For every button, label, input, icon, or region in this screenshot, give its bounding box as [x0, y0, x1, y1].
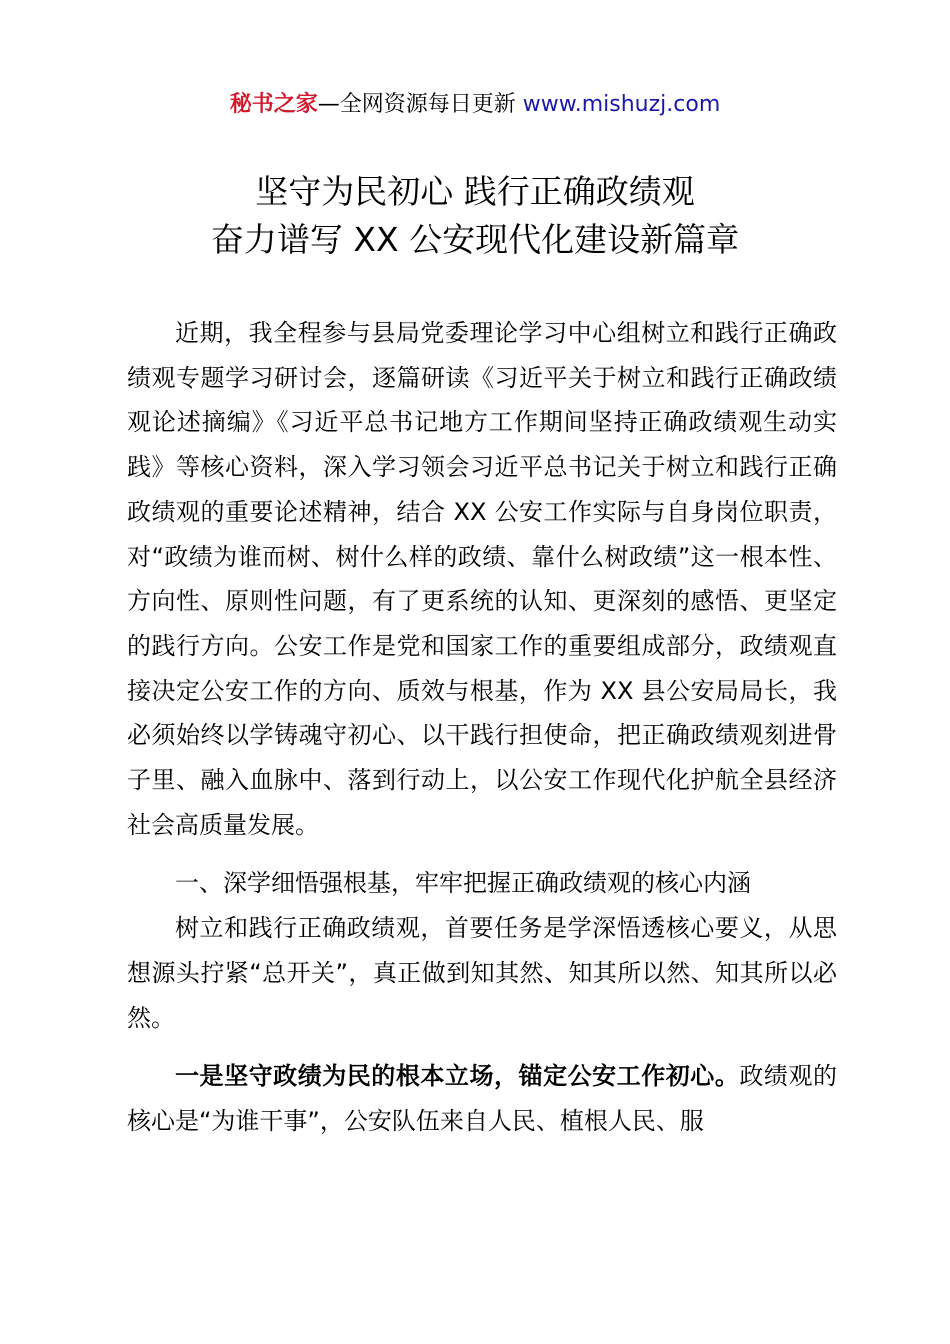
intro-paragraph: 近期，我全程参与县局党委理论学习中心组树立和践行正确政绩观专题学习研讨会，逐篇研读《习近平关于树立和践行正确政绩观论述摘编》《习近平总书记地方工作期间坚持正确政绩观生动实践》等核心资料，深入学习领会习近平总书记关于树立和践行正确政绩观的重要论述精神，结合 XX 公安工作实际与自身岗位职责，对“政绩为谁而树、树什么样的政绩、靠什么树政绩”这一根本性、方向性、原则性问题，有了更系统的认知、更深刻的感悟、更坚定的践行方向。公安工作是党和国家工作的重要组成部分，政绩观直接决定公安工作的方向、质效与根基，作为 XX 县公安局局长，我必须始终以学铸魂守初心、以干践行担使命，把正确政绩观刻进骨子里、融入血脉中、落到行动上，以公安工作现代化护航全县经济社会高质量发展。: [127, 319, 837, 839]
document-title: [0, 168, 950, 264]
header-tagline: —全网资源每日更新: [317, 92, 516, 117]
point-1-bold-lead: 一是坚守政绩为民的根本立场，锚定公安工作初心。: [175, 1062, 740, 1091]
title-line-1: 坚守为民初心 践行正确政绩观: [255, 172, 695, 211]
section-1-heading: 一、深学细悟强根基，牢牢把握正确政绩观的核心内涵: [175, 869, 751, 898]
point-1-text: 政绩观的核心是“为谁干事”，公安队伍来自人民、植根人民、服: [127, 1062, 838, 1135]
site-url-link[interactable]: www.mishuzj.com: [522, 92, 721, 117]
document-body: [127, 311, 837, 1144]
brand-name: 秘书之家: [229, 92, 318, 117]
point-1-paragraph: [127, 1054, 837, 1143]
site-header: [0, 88, 950, 122]
section-1-paragraph: 树立和践行正确政绩观，首要任务是学深悟透核心要义，从思想源头拧紧“总开关”，真正做到知其然、知其所以然、知其所以必然。: [127, 914, 837, 1032]
title-line-2: 奋力谱写 XX 公安现代化建设新篇章: [210, 220, 740, 259]
